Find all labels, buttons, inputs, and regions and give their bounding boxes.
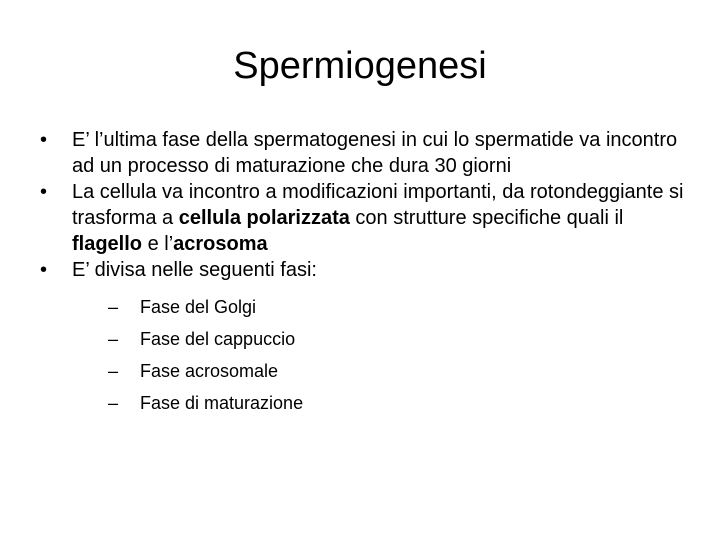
sub-bullet-marker: – [108, 297, 119, 317]
bullet-marker: • [40, 129, 48, 151]
sub-bullet-item [108, 387, 720, 419]
bullet-marker: • [40, 259, 48, 281]
sub-bullet-marker: – [108, 393, 119, 413]
sub-bullet-marker: – [108, 361, 119, 381]
bullet-list [36, 127, 696, 419]
sub-bullet-text: Fase del cappuccio [140, 329, 296, 349]
sub-bullet-item [108, 291, 720, 323]
bullet-text: E’ divisa nelle seguenti fasi: [72, 259, 317, 281]
bullet-item [36, 179, 696, 257]
sub-bullet-item [108, 323, 720, 355]
sub-bullet-text: Fase acrosomale [140, 361, 279, 381]
slide-title: Spermiogenesi [233, 45, 487, 87]
bullet-bold-term: flagello [72, 233, 143, 255]
sub-bullet-text: Fase del Golgi [140, 297, 257, 317]
bullet-text: La cellula va incontro a modificazioni importanti, da rotondeggiante si trasforma a [72, 181, 684, 229]
bullet-bold-term: cellula polarizzata [178, 207, 350, 229]
bullet-marker: • [40, 181, 48, 203]
bullet-text: e l’ [142, 233, 174, 255]
bullet-item [36, 127, 696, 179]
bullet-bold-term: acrosoma [173, 233, 268, 255]
bullet-text: E’ l’ultima fase della spermatogenesi in cui lo spermatide va incontro ad un processo di maturazione che dura 30 giorni [72, 129, 678, 177]
bullet-text: con strutture specifiche quali il [349, 207, 624, 229]
sub-bullet-item [108, 355, 720, 387]
bullet-item [36, 257, 696, 419]
sub-bullet-list [108, 291, 720, 419]
sub-bullet-text: Fase di maturazione [140, 393, 304, 413]
sub-bullet-marker: – [108, 329, 119, 349]
